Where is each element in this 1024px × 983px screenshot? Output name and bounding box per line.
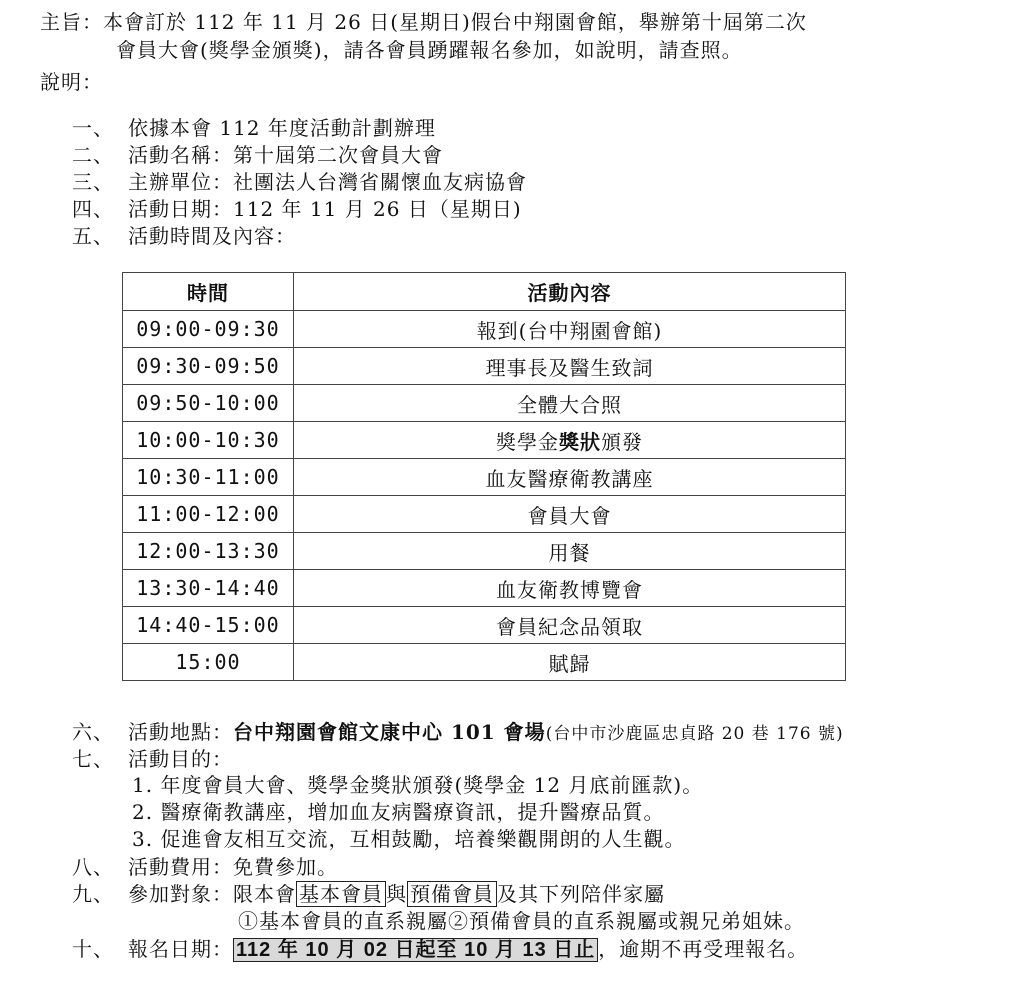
table-row — [123, 570, 846, 607]
item-number: 八、 — [72, 855, 114, 879]
item-text: 及其下列陪伴家屬 — [497, 882, 665, 906]
time-cell: 13:30-14:40 — [123, 570, 294, 607]
column-header-activity: 活動內容 — [294, 273, 846, 311]
activity-cell: 會員紀念品領取 — [294, 607, 846, 644]
item-number: 七、 — [72, 747, 114, 771]
schedule-table — [122, 272, 846, 681]
item-text: 主辦單位：社團法人台灣省關懷血友病協會 — [128, 170, 527, 194]
list-item — [72, 193, 522, 222]
activity-cell: 用餐 — [294, 533, 846, 570]
explanation-label: 說明： — [40, 70, 103, 94]
activity-cell — [294, 422, 846, 459]
item-text: 與 — [386, 882, 407, 906]
subject-line-2: 會員大會(獎學金頒獎)，請各會員踴躍報名參加，如說明，請查照。 — [116, 38, 743, 62]
item-label: 參加對象：限本會 — [128, 882, 296, 906]
item-number: 二、 — [72, 143, 114, 167]
item-number: 五、 — [72, 224, 114, 248]
item-number: 六、 — [72, 720, 114, 744]
list-item — [72, 716, 844, 745]
purpose-point: 3. 促進會友相互交流，互相鼓勵，培養樂觀開朗的人生觀。 — [132, 827, 686, 851]
activity-text: 頒發 — [601, 429, 643, 454]
table-row — [123, 422, 846, 459]
item-text: 活動名稱：第十屆第二次會員大會 — [128, 143, 443, 167]
table-row — [123, 311, 846, 348]
list-item — [72, 743, 233, 772]
activity-cell: 賦歸 — [294, 644, 846, 681]
boxed-term-reserve-member: 預備會員 — [407, 881, 497, 907]
purpose-point: 1. 年度會員大會、獎學金獎狀頒發(獎學金 12 月底前匯款)。 — [132, 773, 704, 797]
item-number: 九、 — [72, 882, 114, 906]
subject-label: 主旨： — [40, 10, 103, 34]
activity-cell: 血友醫療衛教講座 — [294, 459, 846, 496]
item-text: 活動費用：免費參加。 — [128, 855, 338, 879]
item-text: 依據本會 112 年度活動計劃辦理 — [128, 116, 436, 140]
list-item — [72, 220, 296, 249]
activity-text: 獎學金 — [496, 429, 559, 454]
table-row — [123, 385, 846, 422]
table-row — [123, 607, 846, 644]
subject-line-1 — [40, 6, 807, 35]
table-row — [123, 459, 846, 496]
item-number: 一、 — [72, 116, 114, 140]
list-item — [72, 878, 665, 907]
list-item — [72, 139, 443, 168]
table-row — [123, 533, 846, 570]
activity-cell: 血友衛教博覽會 — [294, 570, 846, 607]
eligibility-detail: ①基本會員的直系親屬②預備會員的直系親屬或親兄弟姐妹。 — [238, 909, 805, 933]
venue-name: 台中翔園會館文康中心 101 會場 — [233, 720, 546, 744]
time-cell: 15:00 — [123, 644, 294, 681]
activity-cell: 全體大合照 — [294, 385, 846, 422]
time-cell: 12:00-13:30 — [123, 533, 294, 570]
item-number: 十、 — [72, 937, 114, 961]
item-text: 活動時間及內容： — [128, 224, 296, 248]
time-cell: 14:40-15:00 — [123, 607, 294, 644]
list-item — [72, 933, 808, 962]
list-item — [72, 112, 436, 141]
activity-emphasis: 獎狀 — [559, 429, 601, 454]
table-row — [123, 644, 846, 681]
list-item — [72, 166, 527, 195]
subject-text-1: 本會訂於 112 年 11 月 26 日(星期日)假台中翔園會館，舉辦第十屆第二次 — [103, 10, 807, 34]
time-cell: 09:00-09:30 — [123, 311, 294, 348]
boxed-term-basic-member: 基本會員 — [296, 881, 386, 907]
table-row — [123, 496, 846, 533]
item-label: 活動地點： — [128, 720, 233, 744]
purpose-point: 2. 醫療衛教講座，增加血友病醫療資訊，提升醫療品質。 — [132, 800, 665, 824]
column-header-time: 時間 — [123, 273, 294, 311]
item-text: ，逾期不再受理報名。 — [598, 937, 809, 961]
item-number: 四、 — [72, 197, 114, 221]
item-text: 活動日期：112 年 11 月 26 日（星期日) — [128, 197, 522, 221]
item-label: 活動目的： — [128, 747, 233, 771]
time-cell: 09:30-09:50 — [123, 348, 294, 385]
activity-cell: 理事長及醫生致詞 — [294, 348, 846, 385]
activity-cell: 報到(台中翔園會館) — [294, 311, 846, 348]
time-cell: 11:00-12:00 — [123, 496, 294, 533]
time-cell: 10:00-10:30 — [123, 422, 294, 459]
registration-dates: 112 年 10 月 02 日起至 10 月 13 日止 — [233, 938, 598, 962]
table-row — [123, 348, 846, 385]
item-label: 報名日期： — [128, 937, 233, 961]
venue-address: (台中市沙鹿區忠貞路 20 巷 176 號) — [545, 724, 844, 744]
list-item — [72, 851, 338, 880]
table-header-row — [123, 273, 846, 311]
time-cell: 09:50-10:00 — [123, 385, 294, 422]
time-cell: 10:30-11:00 — [123, 459, 294, 496]
item-number: 三、 — [72, 170, 114, 194]
activity-cell: 會員大會 — [294, 496, 846, 533]
